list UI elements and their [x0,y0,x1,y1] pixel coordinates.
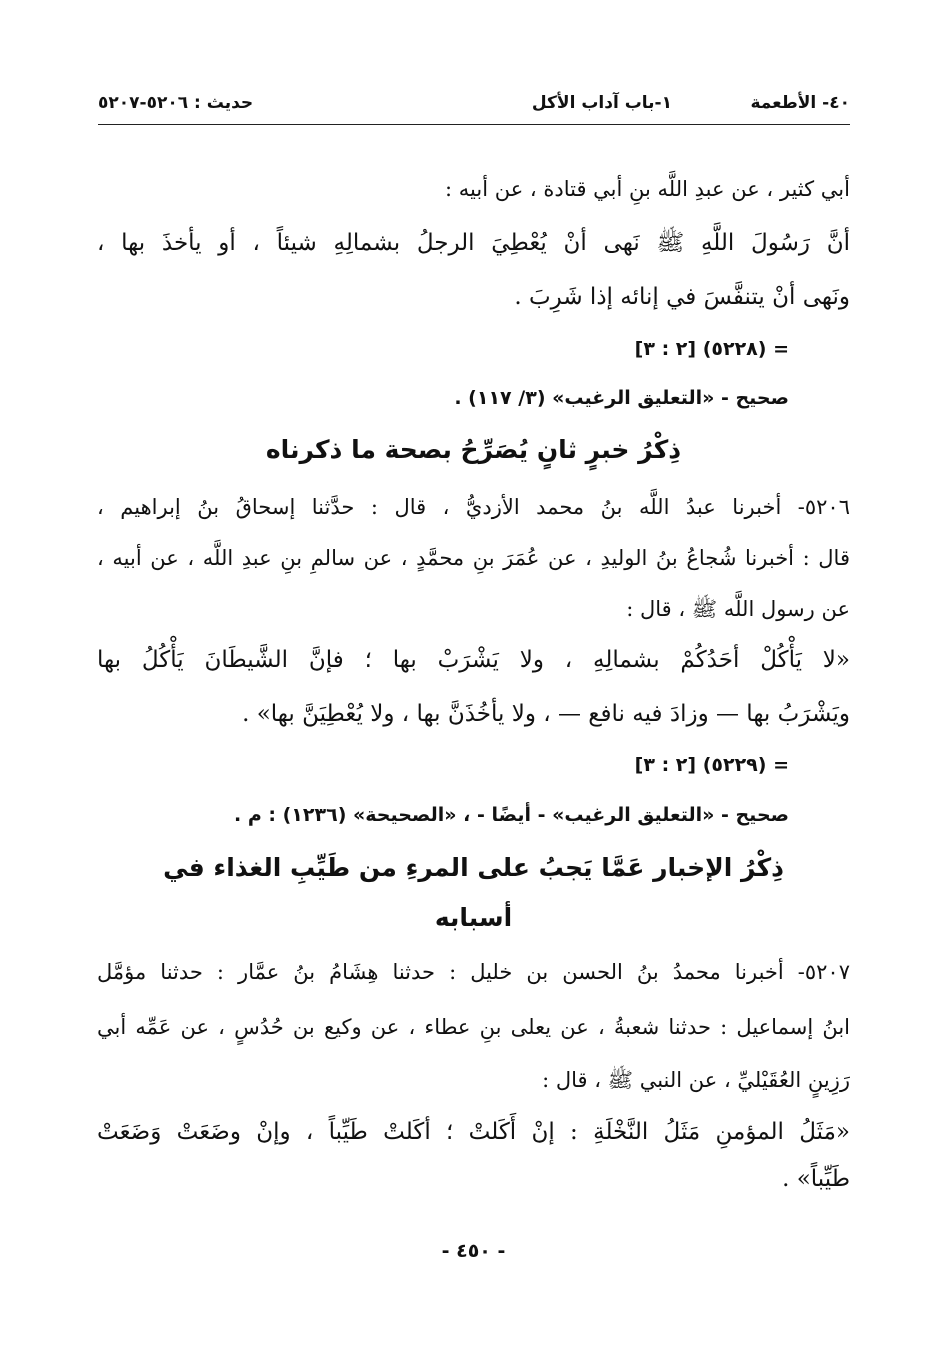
reference-line: = (٥٢٢٩) [٢ : ٣] [634,754,789,776]
section-heading: ذِكْرُ الإخبار عَمَّا يَجبُ على المرءِ من طَيِّبِ الغذاء في [163,853,784,882]
text-line: أنَّ رَسُولَ اللَّهِ ﷺ نَهى أنْ يُعْطِيَ الرجلُ بشمالِهِ شيئاً ، أو يأخذَ بها ، [97,230,850,256]
isnad-line: ٥٢٠٦- أخبرنا عبدُ اللَّه بنُ محمد الأزديُّ ، قال : حدَّثنا إسحاقُ بنُ إبراهيم ، [97,495,850,519]
section-heading-continued: أسبابه [434,903,513,932]
header-chapter-title: ١-باب آداب الأكل [531,93,672,113]
header-hadith-range: حديث : ٥٢٠٦-٥٢٠٧ [98,93,254,113]
page-number: - ٤٥٠ - [441,1240,506,1262]
isnad-line: ابنُ إسماعيل : حدثنا شعبةُ ، عن يعلى بنِ عطاء ، عن وكيع بن حُدُسٍ ، عن عَمِّه أبي [97,1015,850,1039]
reference-line: = (٥٢٢٨) [٢ : ٣] [634,338,789,360]
isnad-line: قال : أخبرنا شُجاعُ بنُ الوليدِ ، عن عُمَرَ بنِ محمَّدٍ ، عن سالمِ بنِ عبدِ اللَّه ، عن أبيه ، [97,546,850,570]
hadith-text-line: «لا يَأْكُلْ أحَدُكُمْ بشمالِهِ ، ولا يَشْرَبْ بها ؛ فإنَّ الشَّيطَانَ يَأْكُلُ بها [97,647,850,673]
hadith-text-line: ويَشْرَبُ بها — وزادَ فيه نافع — ، ولا يأخُذَنَّ بها ، ولا يُعْطِيَنَّ بها» . [242,701,850,727]
hadith-text-line: طَيِّباً» . [782,1166,850,1192]
text-line: أبي كثير ، عن عبدِ اللَّه بنِ أبي قتادة ، عن أبيه : [445,177,850,201]
grading-line: صحيح - «التعليق الرغيب» (٣/ ١١٧) . [454,387,789,409]
header-book-title: ٤٠- الأطعمة [750,93,850,113]
isnad-line: عن رسول اللَّه ﷺ ، قال : [626,597,850,621]
grading-line: صحيح - «التعليق الرغيب» - أيضًا - ، «الصحيحة» (١٢٣٦) : م . [234,804,789,826]
isnad-line: رَزِينٍ العُقَيْليِّ ، عن النبي ﷺ ، قال : [542,1068,850,1092]
running-header [98,88,850,118]
section-heading: ذِكْرُ خبرٍ ثانٍ يُصَرِّحُ بصحة ما ذكرناه [265,435,682,464]
isnad-line: ٥٢٠٧- أخبرنا محمدُ بنُ الحسن بن خليل : حدثنا هِشَامُ بنُ عمَّار : حدثنا مؤمَّل [97,960,850,984]
text-line: ونَهى أنْ يتنفَّسَ في إنائه إذا شَرِبَ . [514,284,850,310]
hadith-text-line: «مَثَلُ المؤمنِ مَثَلُ النَّخْلَةِ : إنْ أَكَلتْ ؛ أكَلتْ طَيِّباً ، وإنْ وضَعَتْ وَضَعَتْ [97,1119,850,1145]
header-divider [98,124,850,125]
